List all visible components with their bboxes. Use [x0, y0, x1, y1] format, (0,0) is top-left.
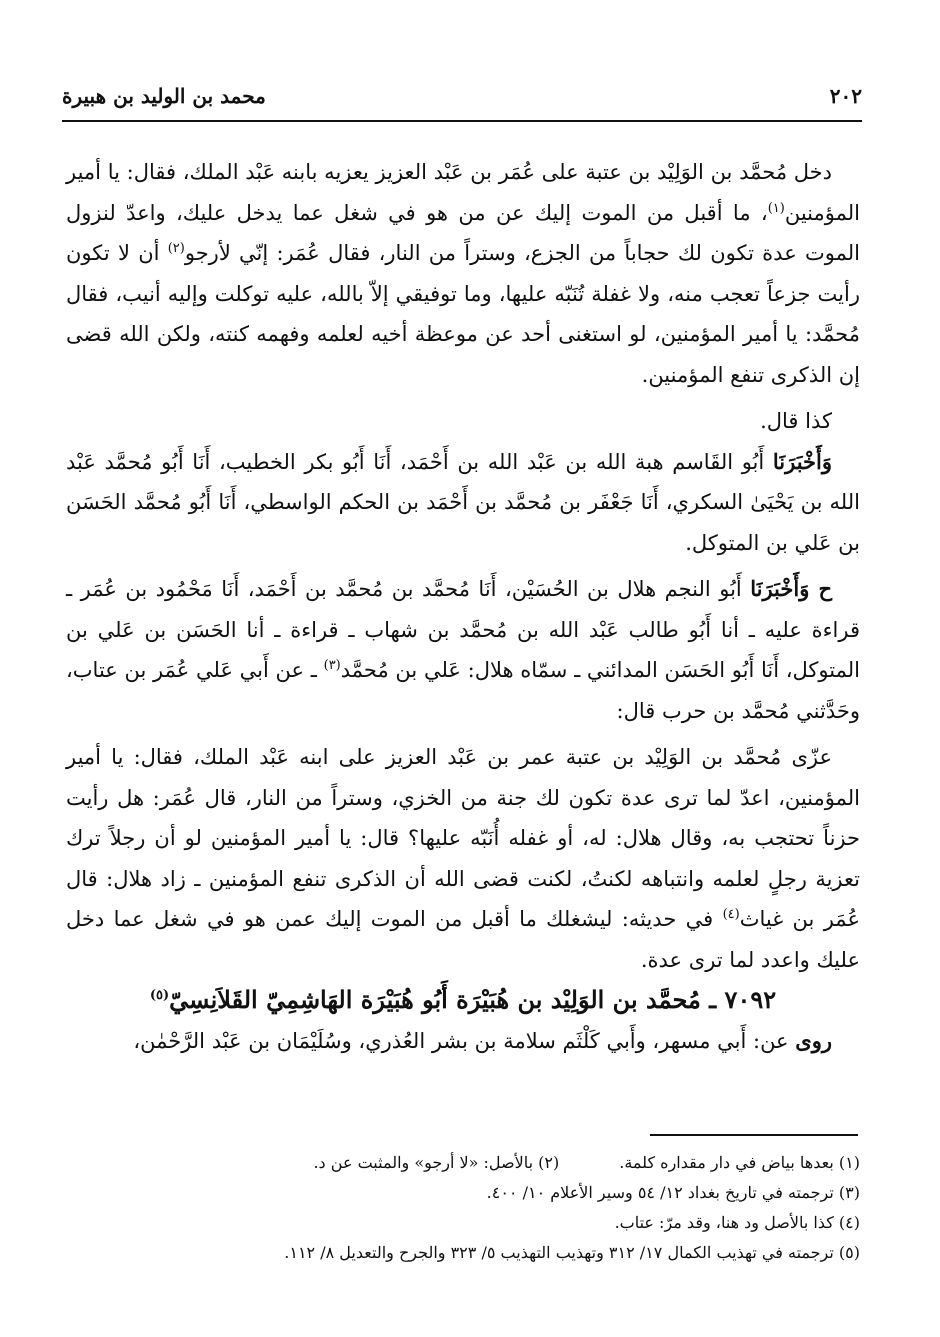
isnad-lead-2: ح وَأَخْبَرَنَا: [750, 576, 832, 601]
footnote-number: (٥): [838, 1243, 860, 1262]
paragraph-1-text-c: أن لا تكون رأيت جزعاً تعجب منه، ولا غفلة تُنَبّه عليها، وما توفيقي إلاّ بالله، عليه توكلت وإليه أنيب، فقال مُحمَّد: يا أمير المؤمنين، لو استغنى أحد عن موعظة أخيه لعلمه وفهمه كنته، ولكن الله قضى إن الذكرى تنفع المؤمنين.: [66, 241, 860, 387]
footnote-ref-5: (٥): [149, 988, 170, 1003]
footnote-text: ترجمته في تهذيب الكمال ١٧/ ٣١٢ وتهذيب التهذيب ٥/ ٣٢٣ والجرح والتعديل ٨/ ١١٢.: [284, 1243, 834, 1262]
footnote-text: كذا بالأصل ود هنا، وقد مرّ: عتاب.: [614, 1213, 834, 1232]
footnote-number: (٢): [538, 1153, 560, 1172]
main-text: [66, 152, 860, 1061]
footnote-5: [284, 1238, 860, 1268]
footnote-number: (٤): [838, 1213, 860, 1232]
header-rule: [62, 120, 862, 122]
paragraph-4-text-a: أَبُو النجم هلال بن الحُسَيْن، أَنَا مُحمَّد بن مُحمَّد بن أَحْمَد، أَنَا مَحْمُود بن عُمَر ـ قراءة عليه ـ أنا أَبُو طالب عَبْد الله بن مُحمَّد بن شهاب ـ قراءة ـ أنا الحَسَن بن عَلي بن المتوكل، أَنَا أَبُو الحَسَن المدائني ـ سمّاه هلال: عَلي بن مُحمَّد: [66, 577, 860, 682]
footnote-number: (١): [838, 1153, 860, 1172]
paragraph-1-text-b: ، ما أقبل من الموت إليك عن من هو في شغل عما يدخل عليك، واعدّ لنزول الموت عدة تكون لك حجاباً من الجزع، وستراً من النار، فقال عُمَر: إنّي لأرجو: [66, 200, 860, 265]
entry-body-text: عن: أَبي مسهر، وأَبي كَلْثَم سلامة بن بشر العُذري، وسُلَيْمَان بن عَبْد الرَّحْمٰن،: [133, 1028, 796, 1053]
paragraph-5-text-b: في حديثه: ليشغلك ما أقبل من الموت إليك عمن هو في شغل عما دخل عليك واعدد لما ترى عدة.: [66, 907, 860, 972]
paragraph-5: [66, 737, 860, 980]
footnote-row: [150, 1148, 860, 1178]
paragraph-4: [66, 569, 860, 731]
entry-body: [66, 1021, 860, 1062]
footnote-ref-3: (٣): [323, 658, 341, 673]
footnote-ref-4: (٤): [722, 907, 740, 922]
paragraph-5-text-a: عزّى مُحمَّد بن الوَلِيْد بن عتبة عمر بن عَبْد العزيز على ابنه عَبْد الملك، فقال: يا أمير المؤمنين، اعدّ لما ترى عدة تكون لك جنة من الخزي، وستراً من النار، قال عُمَر: هل رأيت حزناً تحتجب به، وقال هلال: له، أو غفله أُنَبّه عليها؟ قال: يا أمير المؤمنين لو أن رجلاً ترك تعزية رجلٍ لعلمه وانتباهه لكنتُ، لكنت قضى الله أن الذكرى تنفع المؤمنين ـ زاد هلال: قال عُمَر بن غياث: [66, 745, 860, 931]
footnote-2: [313, 1148, 559, 1178]
footnote-ref-2: (٢): [167, 241, 185, 256]
footnote-text: بالأصل: «لا أرجو» والمثبت عن د.: [313, 1153, 534, 1172]
entry-title-text: ٧٠٩٢ ـ مُحمَّد بن الوَلِيْد بن هُبَيْرَة أَبُو هُبَيْرَة الهَاشِمِيّ القَلاَنِسِيّ: [169, 985, 777, 1014]
footnote-ref-1: (١): [767, 200, 785, 216]
paragraph-4-text-b: ـ عن أَبي عَلي عُمَر بن عتاب، وحَدَّثني مُحمَّد بن حرب قال:: [66, 658, 860, 723]
footnote-1: [619, 1148, 860, 1178]
footnote-text: بعدها بياض في دار مقداره كلمة.: [619, 1153, 834, 1172]
entry-title: [66, 980, 860, 1021]
footnote-4: [615, 1208, 860, 1238]
paragraph-3: [66, 442, 860, 564]
footnote-row: [150, 1178, 860, 1208]
footnote-text: ترجمته في تاريخ بغداد ١٢/ ٥٤ وسير الأعلام ١٠/ ٤٠٠.: [486, 1183, 834, 1202]
footnote-row: [150, 1238, 860, 1268]
page-number: ٢٠٢: [829, 84, 862, 108]
paragraph-1-text-a: دخل مُحمَّد بن الوَلِيْد بن عتبة على عُمَر بن عَبْد العزيز يعزيه بابنه عَبْد الملك، فقال: يا أمير المؤمنين: [66, 160, 860, 225]
entry-lead: روى: [795, 1027, 832, 1053]
footnote-number: (٣): [838, 1183, 860, 1202]
footnote-rule: [650, 1134, 858, 1136]
paragraph-1: [66, 152, 860, 395]
running-title: محمد بن الوليد بن هبيرة: [62, 84, 266, 108]
page-header: [62, 76, 862, 116]
isnad-lead: وَأَخْبَرَنَا: [772, 448, 832, 474]
footnotes: [150, 1148, 860, 1268]
paragraph-2: كذا قال.: [760, 409, 832, 433]
paragraph-3-text: أَبُو القَاسم هبة الله بن عَبْد الله بن أَحْمَد، أَنَا أَبُو بكر الخطيب، أَنَا أَبُو مُحمَّد عَبْد الله بن يَحْيَىٰ السكري، أَنَا جَعْفَر بن مُحمَّد بن أَحْمَد بن الحكم الواسطي، أَنَا أَبُو مُحمَّد الحَسَن بن عَلي بن المتوكل.: [66, 449, 860, 555]
footnote-3: [487, 1178, 860, 1208]
footnote-row: [150, 1208, 860, 1238]
